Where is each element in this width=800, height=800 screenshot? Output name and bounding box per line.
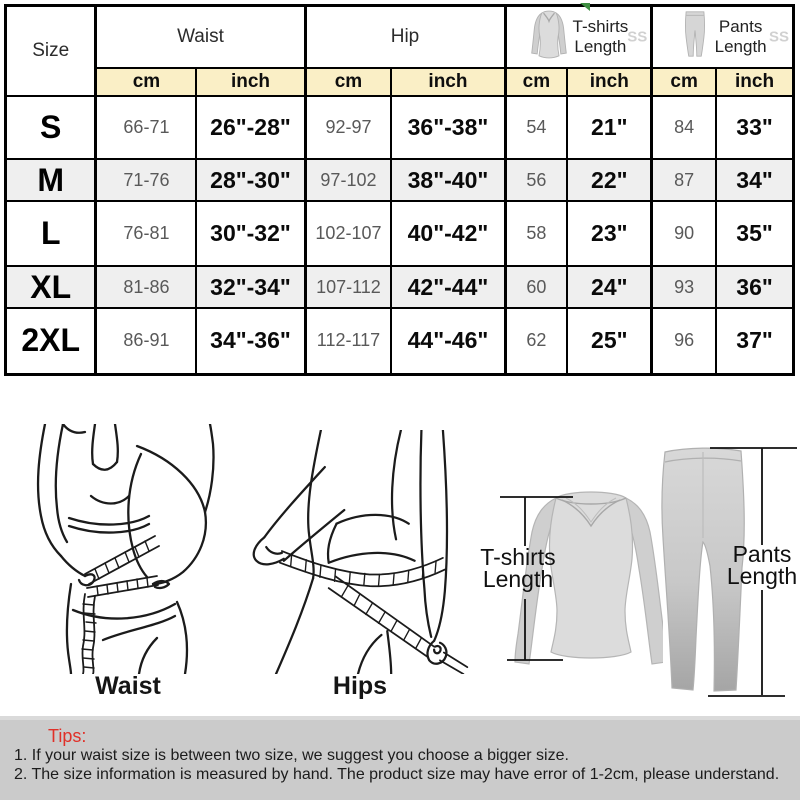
hip-group-header: Hip: [305, 6, 505, 69]
size-label: 2XL: [6, 308, 96, 374]
value-cell: 71-76: [96, 159, 197, 201]
hips-measure-diagram: [240, 430, 475, 674]
value-cell: 93: [652, 266, 716, 308]
size-chart-table: [4, 4, 795, 376]
value-cell: 34": [716, 159, 793, 201]
value-cell: 34"-36": [196, 308, 305, 374]
tshirt-length-label: T-shirts Length: [480, 544, 556, 592]
value-cell: 84: [652, 96, 716, 159]
corner-marker: [580, 3, 590, 11]
unit-cell: cm: [305, 68, 391, 96]
pants-length-label: Pants Length: [726, 541, 798, 589]
value-cell: 36"-38": [391, 96, 505, 159]
value-cell: 30"-32": [196, 201, 305, 266]
value-cell: 58: [505, 201, 567, 266]
value-cell: 86-91: [96, 308, 197, 374]
value-cell: 92-97: [305, 96, 391, 159]
value-cell: 23": [567, 201, 651, 266]
size-label: M: [6, 159, 96, 201]
header-group-row: [6, 6, 794, 69]
value-cell: 42"-44": [391, 266, 505, 308]
value-cell: 96: [652, 308, 716, 374]
value-cell: 35": [716, 201, 793, 266]
unit-cell: cm: [505, 68, 567, 96]
table-row: [6, 266, 794, 308]
tshirt-group-label: T-shirts Length: [572, 17, 629, 56]
value-cell: 62: [505, 308, 567, 374]
value-cell: 28"-30": [196, 159, 305, 201]
unit-cell: cm: [96, 68, 197, 96]
unit-cell: inch: [391, 68, 505, 96]
value-cell: 112-117: [305, 308, 391, 374]
value-cell: 97-102: [305, 159, 391, 201]
tshirt-icon: [529, 8, 569, 66]
value-cell: 40"-42": [391, 201, 505, 266]
value-cell: 81-86: [96, 266, 197, 308]
value-cell: 54: [505, 96, 567, 159]
watermark: SS: [627, 28, 648, 46]
tips-heading: Tips:: [48, 726, 87, 746]
units-row: [6, 68, 794, 96]
hips-caption: Hips: [332, 672, 388, 700]
value-cell: 87: [652, 159, 716, 201]
value-cell: 56: [505, 159, 567, 201]
size-column-header: Size: [6, 6, 96, 97]
waist-group-header: Waist: [96, 6, 305, 69]
value-cell: 76-81: [96, 201, 197, 266]
pants-group-header: [652, 6, 794, 69]
tips-line-2: 2. The size information is measured by hand. The product size may have error of 1-2cm, please understand.: [14, 766, 780, 783]
value-cell: 21": [567, 96, 651, 159]
watermark: SS: [768, 28, 789, 46]
unit-cell: cm: [652, 68, 716, 96]
value-cell: 44"-46": [391, 308, 505, 374]
table-row: [6, 159, 794, 201]
value-cell: 60: [505, 266, 567, 308]
pants-icon: [679, 7, 711, 67]
value-cell: 22": [567, 159, 651, 201]
tips-line-1: 1. If your waist size is between two size, we suggest you choose a bigger size.: [14, 747, 569, 764]
pants-group-label: Pants Length: [714, 17, 767, 56]
value-cell: 24": [567, 266, 651, 308]
table-row: [6, 96, 794, 159]
tshirt-group-header: [505, 6, 652, 69]
value-cell: 102-107: [305, 201, 391, 266]
value-cell: 25": [567, 308, 651, 374]
value-cell: 37": [716, 308, 793, 374]
size-label: XL: [6, 266, 96, 308]
size-label: L: [6, 201, 96, 266]
value-cell: 38"-40": [391, 159, 505, 201]
waist-measure-diagram: [6, 424, 238, 674]
unit-cell: inch: [196, 68, 305, 96]
table-row: [6, 201, 794, 266]
value-cell: 90: [652, 201, 716, 266]
value-cell: 32"-34": [196, 266, 305, 308]
value-cell: 33": [716, 96, 793, 159]
value-cell: 26"-28": [196, 96, 305, 159]
unit-cell: inch: [716, 68, 793, 96]
waist-caption: Waist: [95, 672, 161, 700]
table-row: [6, 308, 794, 374]
value-cell: 107-112: [305, 266, 391, 308]
value-cell: 36": [716, 266, 793, 308]
value-cell: 66-71: [96, 96, 197, 159]
size-label: S: [6, 96, 96, 159]
unit-cell: inch: [567, 68, 651, 96]
tips-panel: [0, 716, 800, 800]
